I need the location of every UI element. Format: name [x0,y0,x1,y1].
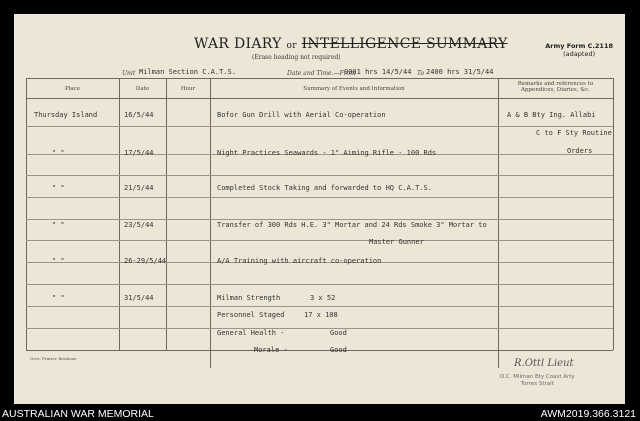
entry-summary: Completed Stock Taking and forwarded to HQ C.A.T.S. [217,184,432,192]
column-header-summary: Summary of Events and Information [303,86,405,92]
entry-date: 16/5/44 [124,111,154,119]
column-header-hour: Hour [180,86,196,92]
entry-summary: Morale - [254,346,288,354]
unit-value: Milman Section C.A.T.S. [139,68,236,76]
ruled-line [26,284,613,285]
column-header-date: Date [135,86,150,92]
datetime-from: 0001 hrs 14/5/44 [344,68,412,76]
ruled-line [26,175,613,176]
entry-place: " " [52,221,65,229]
column-header-place: Place [64,86,81,92]
signature-block [500,374,575,388]
entry-summary: A/A Training with aircraft co-operation [217,257,382,265]
entry-date: 21/5/44 [124,184,154,192]
column-divider [26,78,27,350]
column-header-remarks [498,81,613,93]
entry-place: " " [52,149,65,157]
entry-date: 17/5/44 [124,149,154,157]
column-divider [166,78,167,350]
datetime-to: 2400 hrs 31/5/44 [426,68,494,76]
signature-block-line2: Torres Strait [520,381,554,387]
table-bottom-rule [26,350,613,351]
entry-date: 23/5/44 [124,221,154,229]
entry-remarks: C to F Sty Routine [536,129,612,137]
remarks-header-line2: Appendices, Diaries, &c. [521,87,590,93]
title-or: or [286,41,297,51]
footer-institution: AUSTRALIAN WAR MEMORIAL [2,408,154,420]
document-subtitle: (Erase heading not required) [252,54,341,61]
entry-place: " " [52,184,65,192]
entry-summary: Personnel Staged [217,311,285,319]
entry-place: Thursday Island [34,111,98,119]
title-main: WAR DIARY [194,36,282,52]
entry-summary: Master Gunner [369,238,424,246]
entry-value: Good [330,329,347,337]
entry-place: " " [52,257,65,265]
entry-summary: Milman Strength [217,294,281,302]
column-divider [498,78,499,368]
title-struck: INTELLIGENCE SUMMARY [301,36,508,52]
ruled-line [26,197,613,198]
war-diary-sheet [14,14,625,404]
datetime-to-label: To [417,70,425,77]
entry-value: 17 x 108 [304,311,338,319]
signature-block-line1: O.C. Milman Bty Coast Arty [500,374,575,380]
column-divider [119,78,120,350]
printer-credit: Govt. Printer, Brisbane [30,356,77,361]
footer-accession-number: AWM2019.366.3121 [540,408,636,420]
column-divider [210,78,211,368]
entry-summary: Transfer of 300 Rds H.E. 3" Mortar and 24 Rds Smoke 3" Mortar to [217,221,487,229]
entry-summary: Bofor Gun Drill with Aerial Co-operation [217,111,386,119]
form-number-text: Army Form C.2118 [545,42,613,50]
form-adapted: (adapted) [563,50,596,58]
signature: R.Ottl Lieut [514,358,574,369]
entry-summary: General Health - [217,329,285,337]
unit-label: Unit [122,70,136,77]
ruled-line [26,306,613,307]
ruled-line [26,328,613,329]
form-number [545,42,613,58]
entry-date: 31/5/44 [124,294,154,302]
remarks-header-line1: Remarks and references to [517,81,594,87]
header-bottom-rule [26,98,613,99]
table-top-rule [26,78,613,79]
ruled-line [26,240,613,241]
ruled-line [26,126,613,127]
datetime-label: Date and Time.—From [287,70,356,77]
column-divider [613,78,614,350]
entry-value: Good [330,346,347,354]
ruled-line [26,219,613,220]
document-title [194,36,508,52]
entry-remarks: Orders [567,147,593,155]
entry-value: 3 x 52 [310,294,336,302]
entry-place: " " [52,294,65,302]
entry-remarks: A & B Bty Ing. Allabi [507,111,596,119]
entry-date: 26-29/5/44 [124,257,167,265]
entry-summary: Night Practices Seawards - 1" Aiming Rifle - 100 Rds [217,149,437,157]
